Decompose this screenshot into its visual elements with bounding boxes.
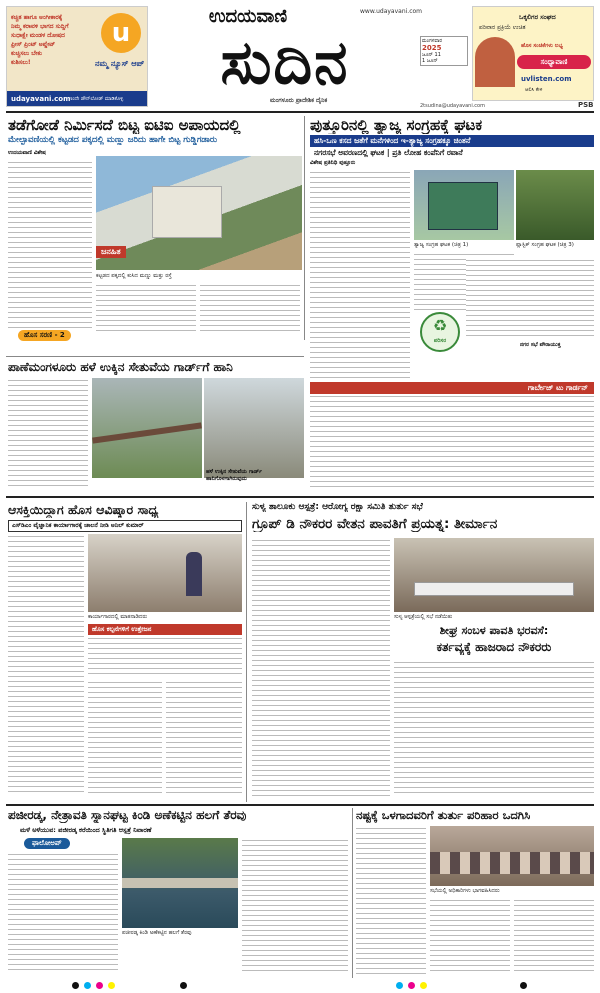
page-code: PSB bbox=[578, 101, 594, 109]
registration-mark bbox=[396, 982, 403, 989]
story5-headline-line2: ಗ್ರೂಪ್ ಡಿ ನೌಕರರ ವೇತನ ಪಾವತಿಗೆ ಪ್ರಯತ್ನ: ತೀರ್ಮಾನ bbox=[252, 516, 498, 532]
ad-footer bbox=[7, 91, 148, 107]
story1-body bbox=[8, 160, 92, 330]
ad-line: ಸುಧಾಕ್ಷೇ ಮಂಡಳ ದೋಷದ bbox=[11, 32, 65, 39]
story2-photo2 bbox=[516, 170, 594, 240]
section-divider-3 bbox=[6, 804, 594, 806]
story7-photo bbox=[430, 826, 594, 886]
story6-headline: ಪಜೀರಡ್ಕ, ನೇತ್ರಾವತಿ ಸ್ನಾನಘಟ್ಟ ಕಿಂಡಿ ಅಣೆಕಟ್ಟಿನ ಹಲಗೆ ತೆರವು bbox=[8, 808, 247, 822]
masthead-date-box bbox=[420, 36, 468, 66]
recycle-icon: ♻ bbox=[432, 316, 448, 335]
waste-unit-shape bbox=[428, 182, 498, 230]
story2-box-title: ಗಾರ್ಬೇಜ್ ಟು ಗಾರ್ಡನ್ bbox=[310, 382, 594, 394]
story7-caption: ಸಭೆಯಲ್ಲಿ ಅಧಿಕಾರಿಗಳು ಭಾಗವಹಿಸಿದರು bbox=[430, 888, 500, 894]
dam-shape bbox=[122, 878, 238, 888]
story2-byline: ವಿಶೇಷ ಪ್ರತಿನಿಧಿ ಪುತ್ತೂರು bbox=[310, 160, 356, 166]
story7-body bbox=[356, 826, 426, 974]
story2-photo1 bbox=[414, 170, 514, 240]
story2-caption2: ಪ್ಲಾಸ್ಟಿಕ್ ಸಂಗ್ರಹ ಘಟಕ (ಚಿತ್ರ 3) bbox=[516, 242, 574, 248]
speaker-shape bbox=[186, 552, 202, 596]
story1-headline: ತಡೆಗೋಡೆ ನಿರ್ಮಿಸದೆ ಬಿಟ್ಟ ಐಟಿಐ ಅಪಾಯದಲ್ಲಿ bbox=[8, 116, 241, 134]
masthead-tagline: ಮಂಗಳೂರು ಪ್ರಾದೇಶಿಕ ದೈನಿಕ bbox=[270, 97, 328, 104]
registration-mark bbox=[420, 982, 427, 989]
story5-side-body bbox=[394, 660, 594, 796]
story1-series-badge: ಹೊಸ ಸರಣಿ - 2 bbox=[18, 330, 71, 341]
meeting-table-shape bbox=[414, 582, 574, 596]
ad-line: ಫ್ರೀಸ್ ಪ್ರಿಂಟ್ ಅಪ್ಡೇಟ್ bbox=[11, 41, 56, 48]
story1-caption: ಕಟ್ಟಡದ ಪಕ್ಕದಲ್ಲಿ ಕುಸಿದ ಮಣ್ಣು ಮತ್ತು ರಸ್ತೆ bbox=[96, 273, 172, 279]
story3-photo1 bbox=[92, 378, 202, 478]
story5-headline-line1: ಸುಳ್ಯ ತಾಲೂಕು ಆಸ್ಪತ್ರೆ: ಆರೋಗ್ಯ ರಕ್ಷಾ ಸಮಿತಿ ತುರ್ತು ಸಭೆ bbox=[252, 502, 423, 512]
registration-mark bbox=[180, 982, 187, 989]
story1-photo bbox=[96, 156, 302, 270]
ad-site: udayavani.com bbox=[11, 95, 71, 103]
story2-quote-name: ನಗರ ಸಭೆ ಪೌರಾಯುಕ್ತ bbox=[520, 342, 561, 348]
story6-caption: ಪಜೀರಡ್ಕ ಕಿಂಡಿ ಅಣೆಕಟ್ಟಿನ ಹಲಗೆ ತೆರವು bbox=[122, 930, 192, 936]
udayavani-logo-icon: u bbox=[101, 13, 141, 53]
bridge-rail-shape bbox=[92, 422, 202, 443]
registration-mark bbox=[520, 982, 527, 989]
story5-caption: ಸುಳ್ಯ ಆಸ್ಪತ್ರೆಯಲ್ಲಿ ಸಭೆ ನಡೆಯಿತು bbox=[394, 614, 453, 620]
ad-line: ಕುಚ್ಚಿಸಲು ಬೇಕು bbox=[11, 50, 42, 57]
story4-body-col3 bbox=[166, 680, 242, 796]
story2-caption1: ತ್ಯಾಜ್ಯ ಸಂಗ್ರಹ ಘಟಕ (ಚಿತ್ರ 1) bbox=[414, 242, 469, 248]
section-divider bbox=[6, 356, 304, 357]
column-divider bbox=[304, 116, 305, 340]
story1-subhead: ಮೇಲ್ಛಾವಣಿಯಲ್ಲಿ ಕಟ್ಟಡದ ಪಕ್ಕದಲ್ಲಿ ಮಣ್ಣು ಜರಿದು ಹಾಗೇ ಬಿಟ್ಟ ಗುಡ್ಡಿಗಡಾರು bbox=[8, 135, 218, 145]
story4-caption: ಕಾರ್ಯಾಗಾರದಲ್ಲಿ ಮಾತನಾಡಿದರು bbox=[88, 614, 148, 620]
story6-subhead: ಮಳೆ ಅಳೆಯುವ: ಪಜೀರಡ್ಕ ಕರೆಯಿಂದ ಸ್ಥಿತಿಗತಿ ಆಸ್ಪತ್ರೆ ನಿವಾರಣೆ bbox=[20, 826, 152, 834]
story3-caption: ಹಳೆ ಉಕ್ಕಿನ ಸೇತುವೆಯ ಗಾರ್ಡ್ ಹಾನಿಗೊಳಗಾಗಿರುವುದು bbox=[206, 469, 262, 482]
registration-mark bbox=[72, 982, 79, 989]
story5-side-headline1: ಶೀಘ್ರ ಸಂಬಳ ಪಾವತಿ ಭರವಸೆ: bbox=[439, 624, 549, 637]
registration-mark bbox=[108, 982, 115, 989]
ad-line: ಒಕ್ಕಲಿಗರ ಸಂಘದ bbox=[519, 13, 556, 21]
story4-headline: ಆಸಕ್ತಿಯಿದ್ದಾಗ ಹೊಸ ಆವಿಷ್ಕಾರ ಸಾಧ್ಯ bbox=[8, 502, 159, 517]
ad-cta: ಇಂದೇ ಡೌನ್‌ಲೋಡ್ ಮಾಡಿಕೊಳ್ಳಿ bbox=[69, 96, 124, 102]
date-line: ಜೂನ್ 11 bbox=[422, 52, 441, 58]
masthead-email: 2tsudina@udayavani.com bbox=[420, 103, 485, 109]
ad-line: ಪರಿವಾರ ಪ್ರಕ್ರಿಯೆ ಉಚಿತ bbox=[479, 24, 526, 31]
badge-label: ಪರಿಸರ bbox=[433, 338, 447, 344]
date-line: 1 ಜೂನ್ bbox=[422, 58, 438, 64]
story4-body bbox=[8, 534, 84, 796]
registration-mark bbox=[408, 982, 415, 989]
story7-body-col3 bbox=[514, 898, 594, 974]
story6-body bbox=[8, 852, 118, 974]
story3-headline: ಪಾಣೆಮಂಗಳೂರು ಹಳೆ ಉಕ್ಕಿನ ಸೇತುವೆಯ ಗಾರ್ಡ್‌ಗೆ ಹಾನಿ bbox=[8, 360, 233, 374]
column-divider-2 bbox=[246, 502, 247, 802]
story4-box-body bbox=[88, 636, 242, 676]
story3-body bbox=[8, 378, 88, 486]
story4-body-col2 bbox=[88, 680, 162, 796]
story4-photo bbox=[88, 534, 242, 612]
story1-body-col4 bbox=[200, 283, 300, 333]
story1-label: ಜನಹಿತ bbox=[96, 246, 126, 258]
story4-box-title: ಹೊಸ ಕಲ್ಪನೆಗಳಿಗೆ ಉತ್ತೇಜನ bbox=[88, 624, 242, 635]
story4-subhead: ಎಸ್‌ಡಿಎಂ ವೈಜ್ಞಾನಿಕ ಕಾರ್ಯಾಗಾರಕ್ಕೆ ಚಾಲನೆ ನೀಡಿ ಅನಿಲ್ ಕುಮಾರ್ bbox=[8, 520, 242, 532]
story7-headline: ನಷ್ಟಕ್ಕೆ ಒಳಗಾದವರಿಗೆ ತುರ್ತು ಪರಿಹಾರ ಒದಗಿಸಿ bbox=[356, 808, 531, 822]
story1-byline: ಉದಯವಾಣಿ ವಿಶೇಷ bbox=[8, 150, 46, 156]
building-shape bbox=[152, 186, 222, 238]
ad-line: ಕುಶಿಸಲು! bbox=[11, 59, 31, 66]
story3-photo2 bbox=[204, 378, 304, 478]
story2-badge bbox=[420, 312, 460, 352]
story5-body bbox=[252, 538, 390, 796]
story2-subhead: ಹಸಿ-ಒಣ ಕಸದ ಜತೆಗೆ ಮನೆಗಳಿಂದ ಇ-ತ್ಯಾಜ್ಯ ಸಂಗ್ರಹಕ್ಕೂ ಚಿಂತನೆ bbox=[310, 135, 594, 147]
people-row-shape bbox=[430, 852, 594, 874]
story2-body-col3 bbox=[466, 258, 594, 338]
weekday: ಮಂಗಳವಾರ bbox=[422, 38, 443, 44]
story6-photo bbox=[122, 838, 238, 928]
section-divider-2 bbox=[6, 496, 594, 498]
website-url: www.udayavani.com bbox=[360, 8, 423, 15]
ad-cta: ಆಲಿಸಿ ಕೇಳಿ bbox=[525, 87, 543, 93]
story2-headline: ಪುತ್ತೂರಿನಲ್ಲಿ ತ್ಯಾಜ್ಯ ಸಂಗ್ರಹಕ್ಕೆ ಘಟಕ bbox=[310, 116, 483, 134]
story2-box-body bbox=[310, 394, 594, 490]
ad-text-block bbox=[11, 13, 95, 67]
story5-photo bbox=[394, 538, 594, 612]
ad-show-name: ಸಂಧ್ಯಾವಾಣಿ bbox=[517, 55, 591, 69]
paper-name: ಉದಯವಾಣಿ bbox=[208, 6, 288, 27]
masthead-divider bbox=[6, 111, 594, 113]
ad-line: ನಿಮ್ಮ ಕರಾವಳಿ ಭಾಗದ ಸುದ್ದಿಗೆ bbox=[11, 23, 69, 30]
story2-subhead2: ನಗರಸಭೆ ಅವರಣದಲ್ಲಿ ಘಟಕ | ಪ್ರತಿ ಲೋಹ ಕಂಪೆನಿಗೆ ರವಾನೆ bbox=[310, 147, 594, 159]
masthead-title: ಸುದಿನ bbox=[220, 28, 350, 98]
ad-line: ಕಚ್ಚಿತ ಹಾಗೂ ಅಂಗೀಕಾರಕ್ಕೆ bbox=[11, 14, 63, 21]
year: 2025 bbox=[422, 44, 442, 52]
story7-body-col2 bbox=[430, 898, 510, 974]
presenter-photo-icon bbox=[475, 37, 515, 87]
story2-body bbox=[310, 170, 410, 380]
story5-side-headline2: ಕರ್ತವ್ಯಕ್ಕೆ ಹಾಜರಾದ ನೌಕರರು bbox=[436, 640, 552, 654]
registration-mark bbox=[96, 982, 103, 989]
story6-label: ಫಾಲೋಅಪ್ bbox=[24, 838, 70, 849]
right-advertisement[interactable] bbox=[472, 6, 594, 101]
left-advertisement[interactable] bbox=[6, 6, 148, 107]
story1-body-col2 bbox=[96, 283, 196, 333]
column-divider-3 bbox=[352, 808, 353, 978]
registration-mark bbox=[84, 982, 91, 989]
ad-badge: ಹೊಸ ಸಂಚಿಕೆಗಳು ಲಭ್ಯ bbox=[521, 43, 563, 49]
ad-brand: ನಮ್ಮ ನ್ಯೂಸ್ ಆಪ್ bbox=[95, 59, 145, 68]
ad-site: uvlisten.com bbox=[521, 75, 572, 83]
story6-body-col2 bbox=[242, 838, 348, 974]
